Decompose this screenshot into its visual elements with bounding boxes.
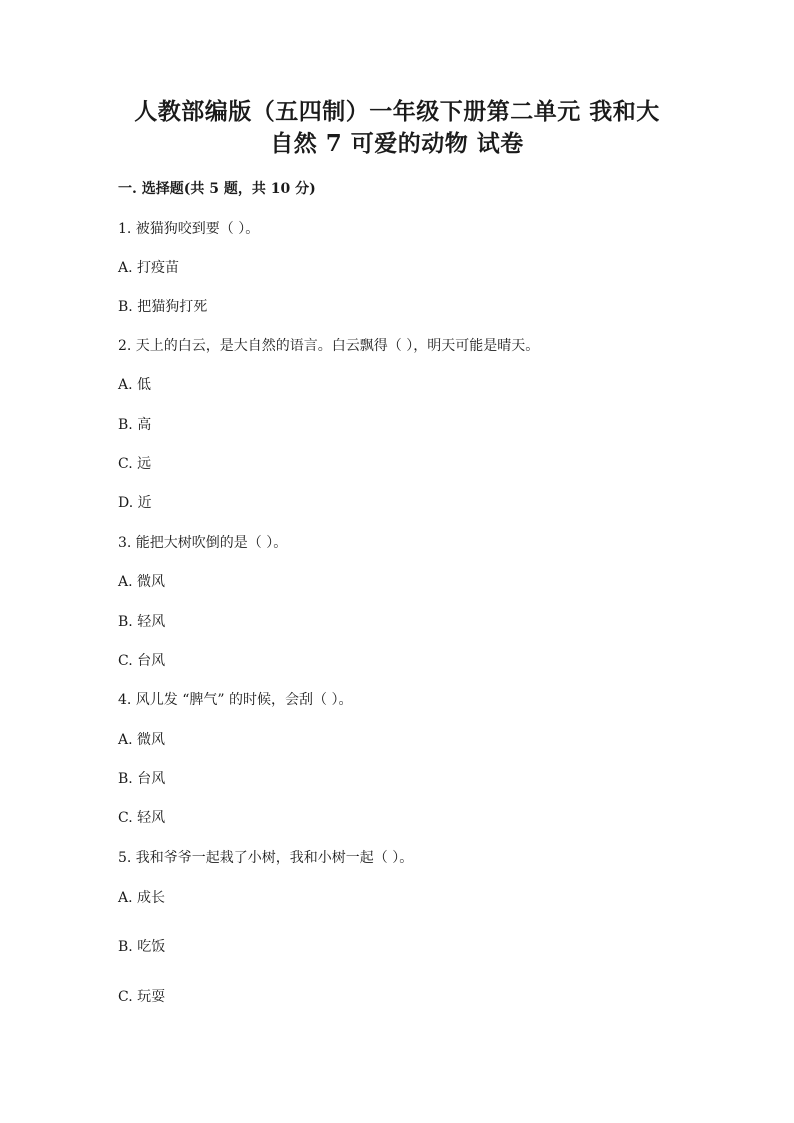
question-4-option-a: A. 微风 <box>118 732 166 748</box>
question-3-option-c: C. 台风 <box>118 653 166 669</box>
question-4-option-b: B. 台风 <box>118 771 166 787</box>
question-2-option-b: B. 高 <box>118 417 152 433</box>
question-3-option-b: B. 轻风 <box>118 614 166 630</box>
question-2-stem: 2. 天上的白云，是大自然的语言。白云飘得（ ），明天可能是晴天。 <box>118 338 540 354</box>
question-3-option-a: A. 微风 <box>118 574 166 590</box>
question-5-stem: 5. 我和爷爷一起栽了小树，我和小树一起（ ）。 <box>118 850 414 866</box>
question-4-stem: 4. 风儿发 “脾气” 的时候，会刮（ ）。 <box>118 692 353 708</box>
question-1-stem: 1. 被猫狗咬到要（ ）。 <box>118 221 260 237</box>
question-5-option-c: C. 玩耍 <box>118 989 166 1005</box>
question-5-option-a: A. 成长 <box>118 890 166 906</box>
question-3-stem: 3. 能把大树吹倒的是（ ）。 <box>118 535 288 551</box>
document-title-line-2: 自然 7 可爱的动物 试卷 <box>270 130 524 157</box>
question-2-option-d: D. 近 <box>118 495 152 511</box>
question-1-option-a: A. 打疫苗 <box>118 260 180 276</box>
question-1-option-b: B. 把猫狗打死 <box>118 299 208 315</box>
document-title-line-1: 人教部编版（五四制）一年级下册第二单元 我和大 <box>134 98 660 125</box>
question-2-option-c: C. 远 <box>118 456 152 472</box>
question-2-option-a: A. 低 <box>118 377 152 393</box>
question-5-option-b: B. 吃饭 <box>118 939 166 955</box>
section-heading: 一. 选择题(共 5 题，共 10 分) <box>118 181 316 197</box>
question-4-option-c: C. 轻风 <box>118 810 166 826</box>
